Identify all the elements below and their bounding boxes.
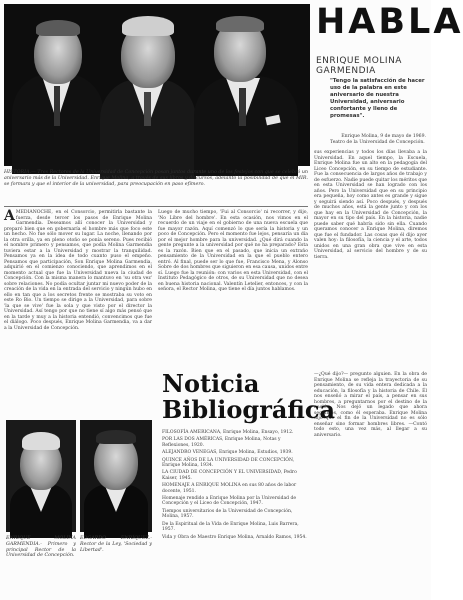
headline-title: HABLA — [316, 2, 463, 42]
article-column-left — [4, 210, 152, 390]
bibliography-entry: QUINCE AÑOS DE LA UNIVERSIDAD DE CONCEPCIÓN, Enrique Molina, 1934. — [162, 457, 295, 469]
article-column-right-lower: —¿Qué dijo?— pregunto alguien. En la obra de Enrique Molina se refleja la trayectoria de su pensamiento, de su vida entera dedicada a la educación, la filosofía y la historia de Chile. Él nos enseñó a mirar el país, a pensar en sus hombres, a preguntarnos por el destino de la nación. Nos dejó un legado que ahora seguimos, como él esperaba. Enrique Molina dijo que el fin de la Universidad no es sólo enseñar sino formar hombres libres. —Contó todo esto, una vez más, al llegar a su aniversario. — [314, 372, 427, 438]
article-column-left-text: MEDIANOCHE, en el Consorcio, permitirla bastante la fuerza, desde tercer los pasos de Enrique Molina Garmendia. Deseamos allí conocer la Universidad y preparó bien que en gobernaría el hombre más que foco este un hecho. No fue sólo mover su lugar. La noche, llenando por la otra orilla, ya en pleno otoño se ponía sereno. Pues recibió el nombre primero y pensamos, que podía Molina Garmendia tuviera estar a la Universidad y mostrar la tranquilidad. Pensamos ya en la idea de todo cuanto puso el empeño. Pensamos que participación, Son Enrique Molina Garmendia, adquirió en el comienzo conociendo, que aprendimos en el momento actual que fue la Universidad nueva la ciudad de Concepción. Con la misma manera lo mantuvo en 'su otra vez' sobre relaciones. No podía ocultar juntar mi nuevo poder de la creación de la vida en la entrada del servicio y ningún hubo en ello en tan que a los secretos frente se mostraba su voto en este Ro Bio. Un tiempo se dirige a la Universidad, para sobre 'la que se vive' fue la sola y que visto por el director la Universidad. Así tengo por que no tiene sí algo más pensó que en la tarde y muy a la historia entendió, convencimos que fue el diálogo. Poco después, Enrique Molina Garmendia, va a dar a la Universidad de Concepción. — [4, 210, 152, 331]
bibliography-entry: HOMENAJE A ENRIQUE MOLINA en sus 80 años de labor docente, 1951. — [162, 483, 297, 494]
headline-subtitle: ENRIQUE MOLINA GARMENDIA — [316, 56, 402, 76]
bibliography-entry: Vida y Obra de Maestro Enrique Molina, Arnaldo Ramos, 1954. — [162, 534, 307, 540]
opening-quote: "Tengo la satisfacción de hacer uso de la palabra en este aniversario de nuestra Universidad, aniversario confortante y lleno de promesas". — [330, 78, 425, 119]
bibliography-heading-2: Bibliográfica — [162, 395, 336, 424]
bibliography-entry: Tiempos universitarios de la Universidad de Concepción, Molina, 1957. — [162, 508, 293, 520]
portrait-photo-molina — [6, 420, 76, 532]
bibliography-entry: POR LAS DOS AMÉRICAS, Enrique Molina, Notas y Reflexiones, 1920. — [162, 437, 281, 448]
portrait-photo-enriquez — [80, 420, 152, 532]
rectors-group-photo — [4, 4, 310, 166]
caption-divider — [4, 206, 308, 207]
bibliography-entry: LA CIUDAD DE CONCEPCIÓN Y EL UNIVERSIDAD, Pedro Kaiser, 1945. — [162, 470, 297, 481]
group-photo-caption: HISTORIA.— Tres Rectores de la Universidad de Concepción posan juntos durante uno de los festejos con que se celebró un aniversario más de la Universidad. Enrique Molina, a través de sus libros y discursos, adelantó la posibilidad de que el MIR. se formara y que el interior de la universidad, para preocupación en paso efímero. — [4, 170, 308, 187]
bibliography-entry: Homenaje rendido a Enrique Molina por la Universidad de Concepción y el Liceo de Concepción, 1947. — [162, 496, 297, 507]
article-column-right: sus experiencias y todos los días llevaba a la Universidad. En aquel tiempo, la Escuela, Enrique Molina fue un alto en la pedagogía del Liceo Concepción, en su tiempo de estudiante. Fue la consecuencia de largos años de trabajo y de esfuerzo. Nadie puede quitar los méritos que en esta Universidad se han logrado con los años. Pero la Universidad que en su principio era pequeña, hoy como antes es grande y sigue y seguirá siendo así. Poco después, y después de muchos años, está la gente junto y con los que hay en la Universidad de Concepción, la mayor en su tipo del país. En la historia, nadie puede saber qué habría sido sin ella. Cuando queramos conocer a Enrique Molina, diremos que fue el fundador. Las cosas que él dijo ayer valen hoy: la filosofía, la ciencia y el arte, todos unidos en una gran obra que vive en esta Universidad, al servicio del hombre y de su tierra. — [314, 150, 427, 260]
quote-place: Teatro de la Universidad de Concepción. — [330, 140, 425, 145]
quote-date: Enrique Molina, 9 de mayo de 1969. — [341, 134, 426, 139]
portrait-caption-molina: ENRIQUE MOLINA GARMENDIA.- Primero y principal Rector de la Universidad de Concepción. — [6, 536, 76, 559]
dropcap-letter: A — [4, 208, 15, 224]
bibliography-heading-1: Noticia — [162, 369, 260, 398]
bibliography-entry: De la Espiritual de la Vida de Enrique Molina, Luis Barrera, 1957. — [162, 521, 299, 533]
article-column-mid: Luego de mucho tiempo, 'Fui al Consorcio' ni recorrer, y dijo, 'No Libre del hombre'. En esta ocasión, nos vimos en el recuerdo de un viaje en el gobierno de una nueva escuela que fue mayor razón. Aquí comenzó lo que sería la historia y un poco de Concepción. Pero el momento fue lejos, pensaría un día por el mejor hombre para la universidad. ¿Qué dirá cuando la gente pregunte a la universidad por qué no ha preparado? Esta es la razón. Bien que en el pasado, que inicia un extraño pensamiento de la Universidad en la que el pueblo entero entró. Al final, puede ser lo que fue, Francisco Mena, y Alonso Sobre de dos hombres que siguieron en esa causa, unidos entre sí. Luego fue la reunión: con varios en esta Universidad, con el Instituto Pedagógico de otros, de su Universidad que no desea en buena historia nacional. Valentín Letelier, entonces, y con la señora, el Rector Molina, que tiene el día juntos hablamos. — [158, 210, 308, 292]
portrait-caption-enriquez: EDGARDO ENRÍQUEZ.- Rector de la Ley, 'Sociedad y Libertad'. — [80, 536, 152, 553]
bibliography-list — [162, 430, 308, 596]
bibliography-entry: ALEJANDRO VENEGAS, Enrique Molina, Estudios, 1939. — [162, 450, 293, 456]
bibliography-entry: FILOSOFÍA AMERICANA, Enrique Molina, Ensayo, 1912. — [162, 430, 294, 435]
